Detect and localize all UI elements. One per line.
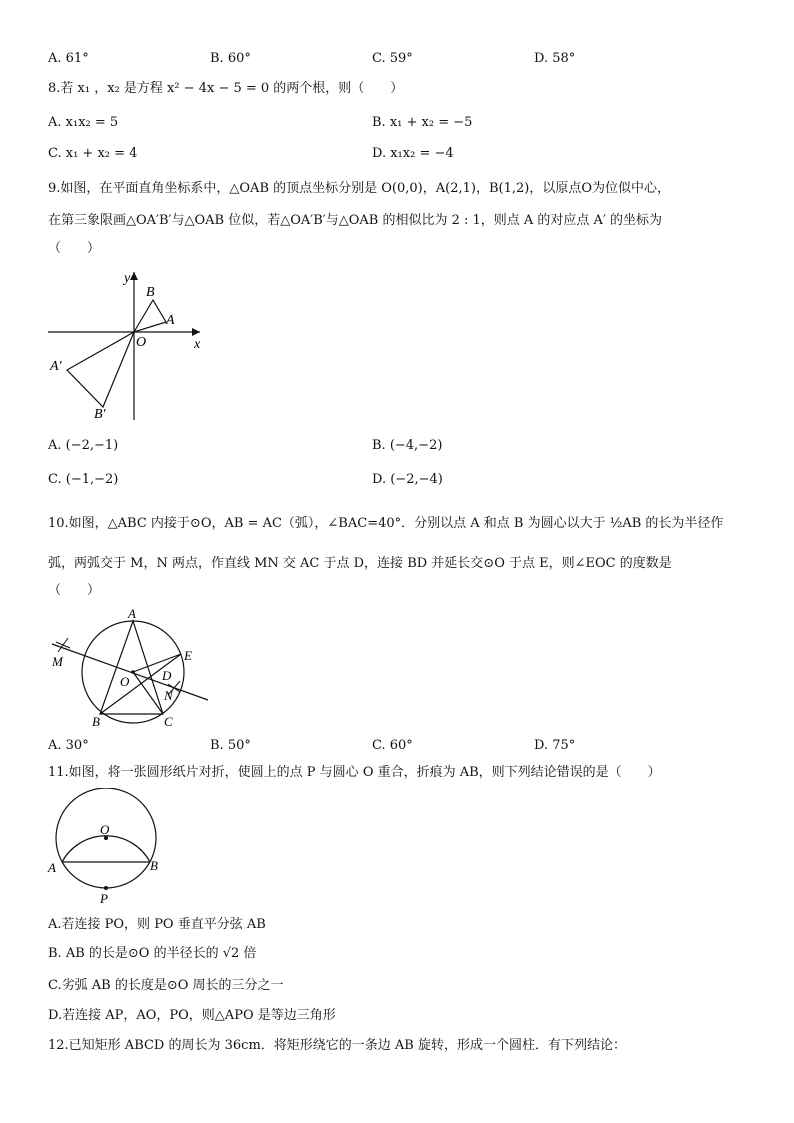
q9-stem-line1: 9.如图，在平面直角坐标系中，△OAB 的顶点坐标分别是 O(0,0)，A(2,1)，B(1,2)，以原点O为位似中心，: [48, 181, 670, 196]
q10-label-c: C: [164, 714, 173, 729]
q10-label-b: B: [92, 714, 100, 729]
q7-option-d: D. 58°: [534, 51, 576, 66]
q7-option-c: C. 59°: [372, 51, 413, 66]
q12-stem: 12.已知矩形 ABCD 的周长为 36cm．将矩形绕它的一条边 AB 旋转，形成一个圆柱．有下列结论：: [48, 1038, 626, 1053]
q10-figure: [40, 604, 220, 734]
q9-label-y: y: [124, 271, 131, 286]
q10-stem-line3: （ ）: [48, 583, 101, 598]
q10-label-e: E: [184, 648, 192, 663]
q9-stem-line2: 在第三象限画△OA′B′与△OAB 位似，若△OA′B′与△OAB 的相似比为 2 : 1，则点 A 的对应点 A′ 的坐标为: [48, 213, 663, 228]
q11-stem: 11.如图，将一张圆形纸片对折，使圆上的点 P 与圆心 O 重合，折痕为 AB，则下列结论错误的是（ ）: [48, 765, 661, 780]
q9-y-axis-arrow: [130, 272, 138, 280]
q10-stem-line1: 10.如图，△ABC 内接于⊙O，AB = AC（弧），∠BAC=40°．分别以点 A 和点 B 为圆心以大于 ½AB 的长为半径作: [48, 516, 724, 531]
q9-label-b-prime: B′: [94, 407, 106, 422]
q9-option-b: B. (−4,−2): [372, 438, 443, 453]
q10-line-oe: [133, 654, 181, 672]
q10-label-n: N: [164, 688, 173, 703]
q9-option-d: D. (−2,−4): [372, 472, 443, 487]
q9-label-a-prime: A′: [50, 359, 62, 374]
q9-option-c: C. (−1,−2): [48, 472, 119, 487]
q10-label-o: O: [120, 674, 130, 689]
q10-option-a: A. 30°: [48, 738, 89, 753]
q9-label-a: A: [166, 313, 175, 328]
q10-label-d: D: [162, 668, 172, 683]
q11-option-c: C.劣弧 AB 的长度是⊙O 周长的三分之一: [48, 978, 284, 993]
q9-stem-line3: （ ）: [48, 241, 101, 256]
q8-stem: 8.若 x₁ ，x₂ 是方程 x² − 4x − 5 = 0 的两个根，则（ ）: [48, 81, 404, 96]
q11-option-b: B. AB 的长是⊙O 的半径长的 √2 倍: [48, 946, 257, 961]
q9-label-x: x: [194, 337, 201, 352]
q9-figure: [40, 262, 220, 424]
q10-option-b: B. 50°: [210, 738, 251, 753]
q7-option-b: B. 60°: [210, 51, 251, 66]
q9-triangle-oab: [134, 300, 166, 332]
q9-triangle-oa2b2: [67, 332, 134, 407]
q8-option-c: C. x₁ + x₂ = 4: [48, 146, 138, 161]
q11-label-b: B: [150, 858, 158, 873]
q9-x-axis-arrow: [192, 328, 200, 336]
q10-arc-mark-m2: [56, 642, 70, 648]
q10-option-d: D. 75°: [534, 738, 576, 753]
q11-point-p-dot: [104, 886, 108, 890]
q8-option-b: B. x₁ + x₂ = −5: [372, 115, 473, 130]
q10-label-m: M: [52, 654, 63, 669]
q8-option-d: D. x₁x₂ = −4: [372, 146, 454, 161]
q10-stem-line2: 弧，两弧交于 M，N 两点，作直线 MN 交 AC 于点 D，连接 BD 并延长交⊙O 于点 E，则∠EOC 的度数是: [48, 556, 672, 571]
q7-option-a: A. 61°: [48, 51, 89, 66]
q11-label-p: P: [100, 891, 108, 906]
q11-label-a: A: [48, 860, 56, 875]
q11-option-a: A.若连接 PO，则 PO 垂直平分弦 AB: [48, 917, 266, 932]
q11-option-d: D.若连接 AP，AO，PO，则△APO 是等边三角形: [48, 1008, 336, 1023]
q10-option-c: C. 60°: [372, 738, 413, 753]
q9-label-b: B: [146, 285, 155, 300]
q11-label-o: O: [100, 822, 110, 837]
q9-option-a: A. (−2,−1): [48, 438, 119, 453]
q11-figure: [44, 788, 174, 906]
q8-option-a: A. x₁x₂ = 5: [48, 115, 119, 130]
q10-center-dot: [131, 670, 135, 674]
q10-label-a: A: [128, 606, 136, 621]
q9-label-o: O: [136, 335, 147, 350]
